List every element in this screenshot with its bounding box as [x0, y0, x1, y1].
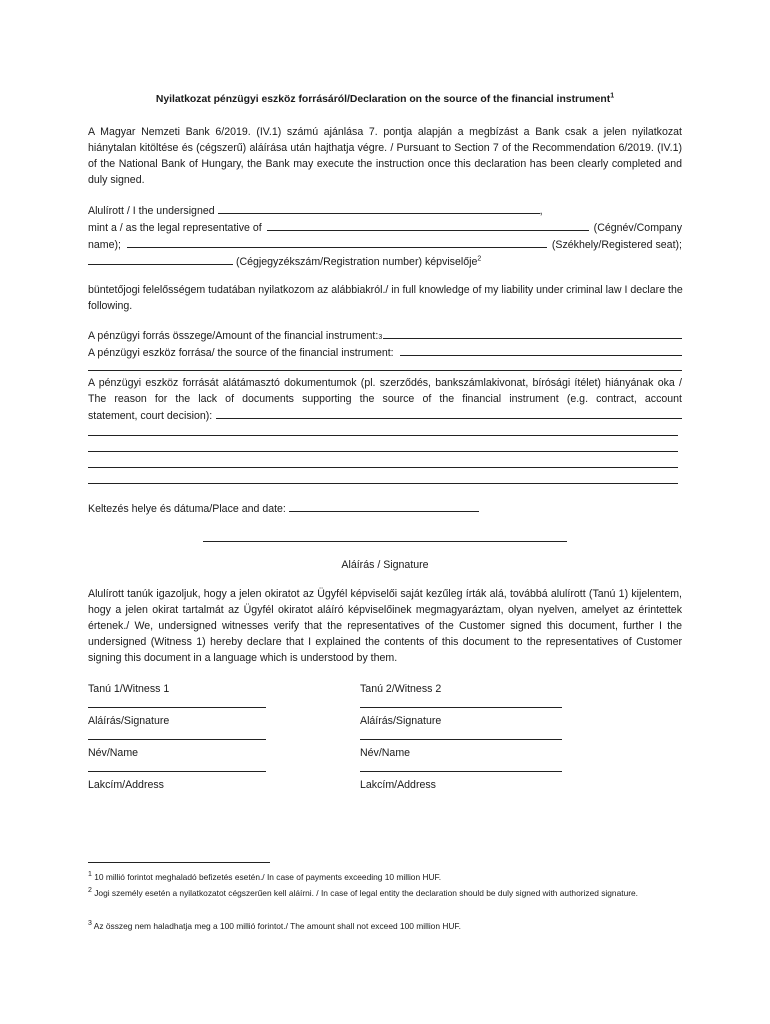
reason-line-4[interactable] [88, 483, 678, 484]
amount-field[interactable] [383, 327, 682, 339]
source-line [88, 344, 682, 361]
witness-2-title: Tanú 2/Witness 2 [360, 683, 442, 695]
witness-2-name-label: Név/Name [360, 747, 411, 759]
signature-label: Aláírás / Signature [341, 559, 429, 571]
registration-number-label: (Cégjegyzékszám/Registration number) képviselője [235, 256, 478, 268]
footnote-separator [88, 862, 270, 863]
registered-seat-field[interactable] [127, 236, 547, 248]
undersigned-label: Alulírott / I the undersigned [88, 205, 215, 217]
financial-block [88, 327, 682, 361]
document-title [88, 92, 682, 108]
reg-footnote-ref: 2 [477, 255, 482, 263]
witness-1-name-field[interactable] [88, 761, 266, 772]
title-footnote-ref: 1 [610, 92, 615, 100]
intro-paragraph: A Magyar Nemzeti Bank 6/2019. (IV.1) számú ajánlása 7. pontja alapján a megbízást a Bank csak a jelen nyilatkozat hiánytalan kitöltése és (cégszerű) aláírása után hajthatja végre. / Pursuant to Section 7 of the Recommendation 6/2019. (IV.1) of the National Bank of Hungary, the Bank may execute the instruction once this declaration has been clearly completed and duly signed. [88, 126, 682, 186]
source-field[interactable] [400, 344, 682, 356]
signature-line[interactable] [203, 541, 567, 542]
witness-1-name-label: Név/Name [88, 747, 139, 759]
reg-number-line [88, 253, 682, 270]
reason-block [88, 375, 682, 424]
undersigned-line [88, 202, 682, 219]
footnote-2 [88, 885, 684, 901]
title-text: Nyilatkozat pénzügyi eszköz forrásáról/Declaration on the source of the financial instrument [155, 94, 611, 105]
witness-2-signature-field[interactable] [360, 729, 562, 740]
witness-2-column [360, 681, 540, 793]
source-field-line-2[interactable] [88, 370, 682, 371]
amount-label: A pénzügyi forrás összege/Amount of the financial instrument: [88, 330, 379, 342]
seat-line [88, 236, 682, 253]
reason-line-3[interactable] [88, 467, 678, 468]
amount-line: A pénzügyi forrás összege/Amount of the financial instrument: 3 [88, 327, 682, 344]
witness-1-field[interactable] [88, 697, 266, 708]
company-name-label-cont: name); [88, 239, 121, 251]
company-name-label: (Cégnév/Company [593, 222, 682, 234]
witness-2-signature-label: Aláírás/Signature [360, 715, 442, 727]
witness-1-signature-field[interactable] [88, 729, 266, 740]
reason-line-2[interactable] [88, 451, 678, 452]
witness-1-signature-label: Aláírás/Signature [88, 715, 170, 727]
place-date-field[interactable] [289, 500, 479, 512]
legal-rep-line [88, 219, 682, 236]
place-date-label: Keltezés helye és dátuma/Place and date: [88, 503, 286, 515]
company-name-field[interactable] [267, 219, 589, 231]
undersigned-name-field[interactable] [218, 202, 540, 214]
witness-1-column [88, 681, 268, 793]
footnote-1 [88, 869, 682, 885]
witness-1-title: Tanú 1/Witness 1 [88, 683, 170, 695]
witness-2-field[interactable] [360, 697, 562, 708]
place-date-line [88, 500, 682, 517]
reason-label-end: statement, court decision): [88, 410, 213, 422]
reason-text: A pénzügyi eszköz forrását alátámasztó dokumentumok (pl. szerződés, bankszámlakivonat, bírósági ítélet) hiányának oka / The reason for the lack of documents supporting the source of the financial instrument (e.g. contract, account [88, 377, 682, 405]
reason-field[interactable] [216, 407, 682, 419]
reason-line-1[interactable] [88, 435, 678, 436]
source-label: A pénzügyi eszköz forrása/ the source of the financial instrument: [88, 347, 394, 359]
liability-statement: büntetőjogi felelősségem tudatában nyilatkozom az alábbiakról./ in full knowledge of my liability under criminal law I declare the following. [88, 284, 683, 312]
footnote-2-text: Jogi személy esetén a nyilatkozatot cégszerűen kell aláírni. / In case of legal entity the declaration should be duly signed with authorized signature. [94, 888, 638, 898]
reason-field-line [88, 407, 682, 424]
registered-seat-label: (Székhely/Registered seat); [551, 239, 682, 251]
footnote-1-text: 10 millió forintot meghaladó befizetés esetén./ In case of payments exceeding 10 million HUF. [94, 872, 442, 882]
witness-2-name-field[interactable] [360, 761, 562, 772]
undersigned-comma: , [539, 205, 543, 217]
footnote-1-number: 1 [88, 871, 92, 879]
footnote-2-number: 2 [88, 887, 92, 895]
undersigned-block [88, 202, 682, 270]
witness-paragraph: Alulírott tanúk igazoljuk, hogy a jelen okiratot az Ügyfél képviselői saját kezűleg írták alá, továbbá alulírott (Tanú 1) kijelentem, hogy a jelen okirat tartalmát az Ügyfél okiratot aláíró képviselőinek megmagyaráztam, olyan nyelven, amelyet az érintettek értenek./ We, undersigned witnesses verify that the representatives of the Customer signed this document, further I the undersigned (Witness 1) hereby declare that I explained the contents of this document to the representatives of Customer signing this document in a language which is understood by them. [88, 588, 682, 664]
witness-1-address-label: Lakcím/Address [88, 779, 164, 791]
registration-number-field[interactable] [88, 253, 233, 265]
footnote-3-text: Az összeg nem haladhatja meg a 100 millió forintot./ The amount shall not exceed 100 million HUF. [93, 921, 461, 931]
footnote-3-number: 3 [88, 920, 92, 928]
legal-rep-label: mint a / as the legal representative of [88, 222, 262, 234]
witness-2-address-label: Lakcím/Address [360, 779, 436, 791]
footnote-3 [88, 918, 682, 934]
